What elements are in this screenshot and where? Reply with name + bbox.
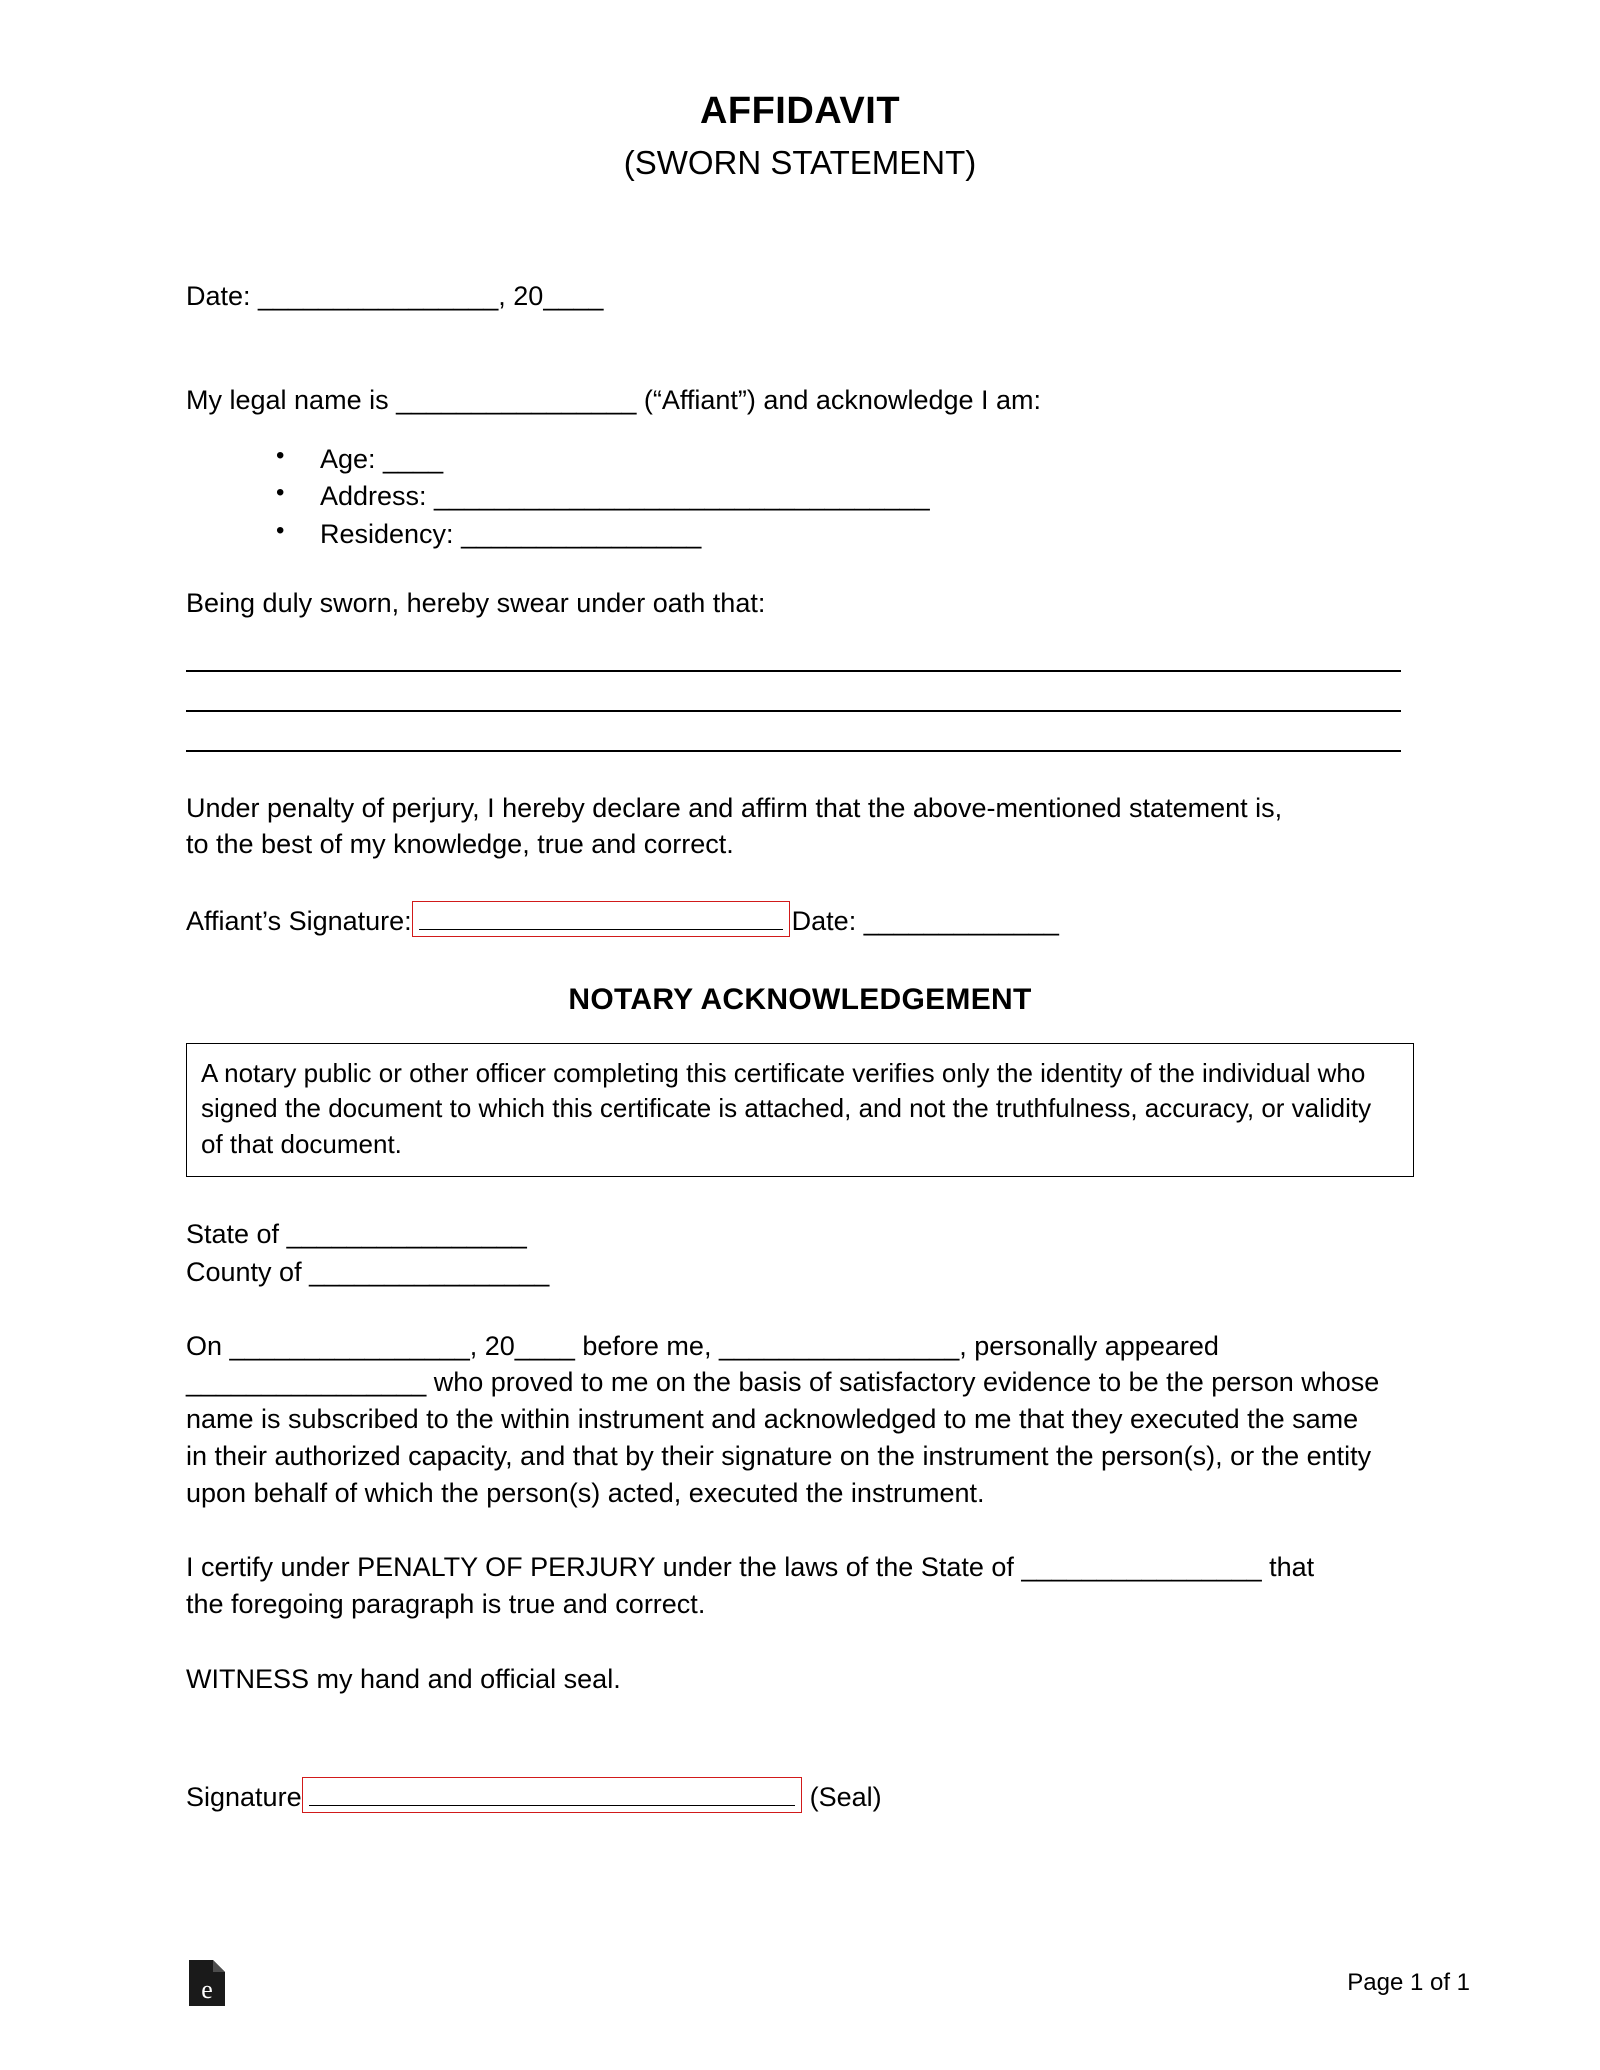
page-footer — [186, 1958, 1470, 2008]
list-item: • Residency: ________________ — [276, 516, 1414, 553]
eforms-logo-icon — [186, 1958, 228, 2008]
affiant-facts-list — [186, 441, 1414, 553]
affiant-signature-row — [186, 901, 1414, 937]
page-subtitle: (SWORN STATEMENT) — [623, 143, 977, 181]
sworn-intro-text: Being duly sworn, hereby swear under oath that: — [186, 587, 766, 618]
page-title: AFFIDAVIT — [699, 90, 901, 132]
penalty-statement: Under penalty of perjury, I hereby declare and affirm that the above-mentioned statement is, to the best of my knowledge, true and correct. — [186, 792, 1283, 860]
state-line: State of ________________ — [186, 1219, 527, 1250]
notary-signature-label: Signature — [186, 1782, 302, 1813]
blank-line[interactable] — [186, 672, 1401, 712]
notary-disclaimer-box: A notary public or other officer completing this certificate verifies only the identity of the individual who signed the document to which this certificate is attached, and not the truthfulness, accuracy, or validity of that document. — [186, 1043, 1414, 1177]
notary-heading: NOTARY ACKNOWLEDGEMENT — [568, 982, 1032, 1016]
notary-certify-paragraph: I certify under PENALTY OF PERJURY under the laws of the State of ________________ that the foregoing paragraph is true and correct. — [186, 1552, 1315, 1620]
affiant-signature-field[interactable] — [412, 901, 790, 937]
state-county-block — [186, 1215, 1414, 1292]
list-item: • Address: _________________________________ — [276, 478, 1414, 515]
blank-line[interactable] — [186, 632, 1401, 672]
list-item: • Age: ____ — [276, 441, 1414, 478]
date-line: Date: ________________, 20____ — [186, 280, 604, 311]
document-content — [186, 0, 1414, 1813]
affiant-signature-label: Affiant’s Signature: — [186, 905, 412, 936]
blank-line[interactable] — [186, 712, 1401, 752]
notary-seal-label: (Seal) — [809, 1782, 882, 1813]
notary-on-paragraph: On ________________, 20____ before me, ________________, personally appeared ________________ who proved to me on the basis of satisfactory evidence to be the person whose name is subscribed to the within instrument and acknowledged to me that they executed the same in their authorized capacity, and that by their signature on the instrument the person(s), or the entity upon behalf of which the person(s) acted, executed the instrument. — [186, 1330, 1380, 1508]
page-number: Page 1 of 1 — [1347, 1969, 1470, 1996]
statement-blank-lines — [186, 632, 1414, 752]
notary-signature-field[interactable] — [302, 1777, 802, 1813]
legal-name-line: My legal name is ________________ (“Affiant”) and acknowledge I am: — [186, 385, 1042, 416]
affiant-date-label: Date: _____________ — [791, 905, 1059, 936]
notary-witness-line: WITNESS my hand and official seal. — [186, 1663, 621, 1694]
svg-text:e: e — [201, 1975, 213, 2004]
county-line: County of ________________ — [186, 1257, 550, 1288]
notary-signature-row — [186, 1777, 1414, 1813]
